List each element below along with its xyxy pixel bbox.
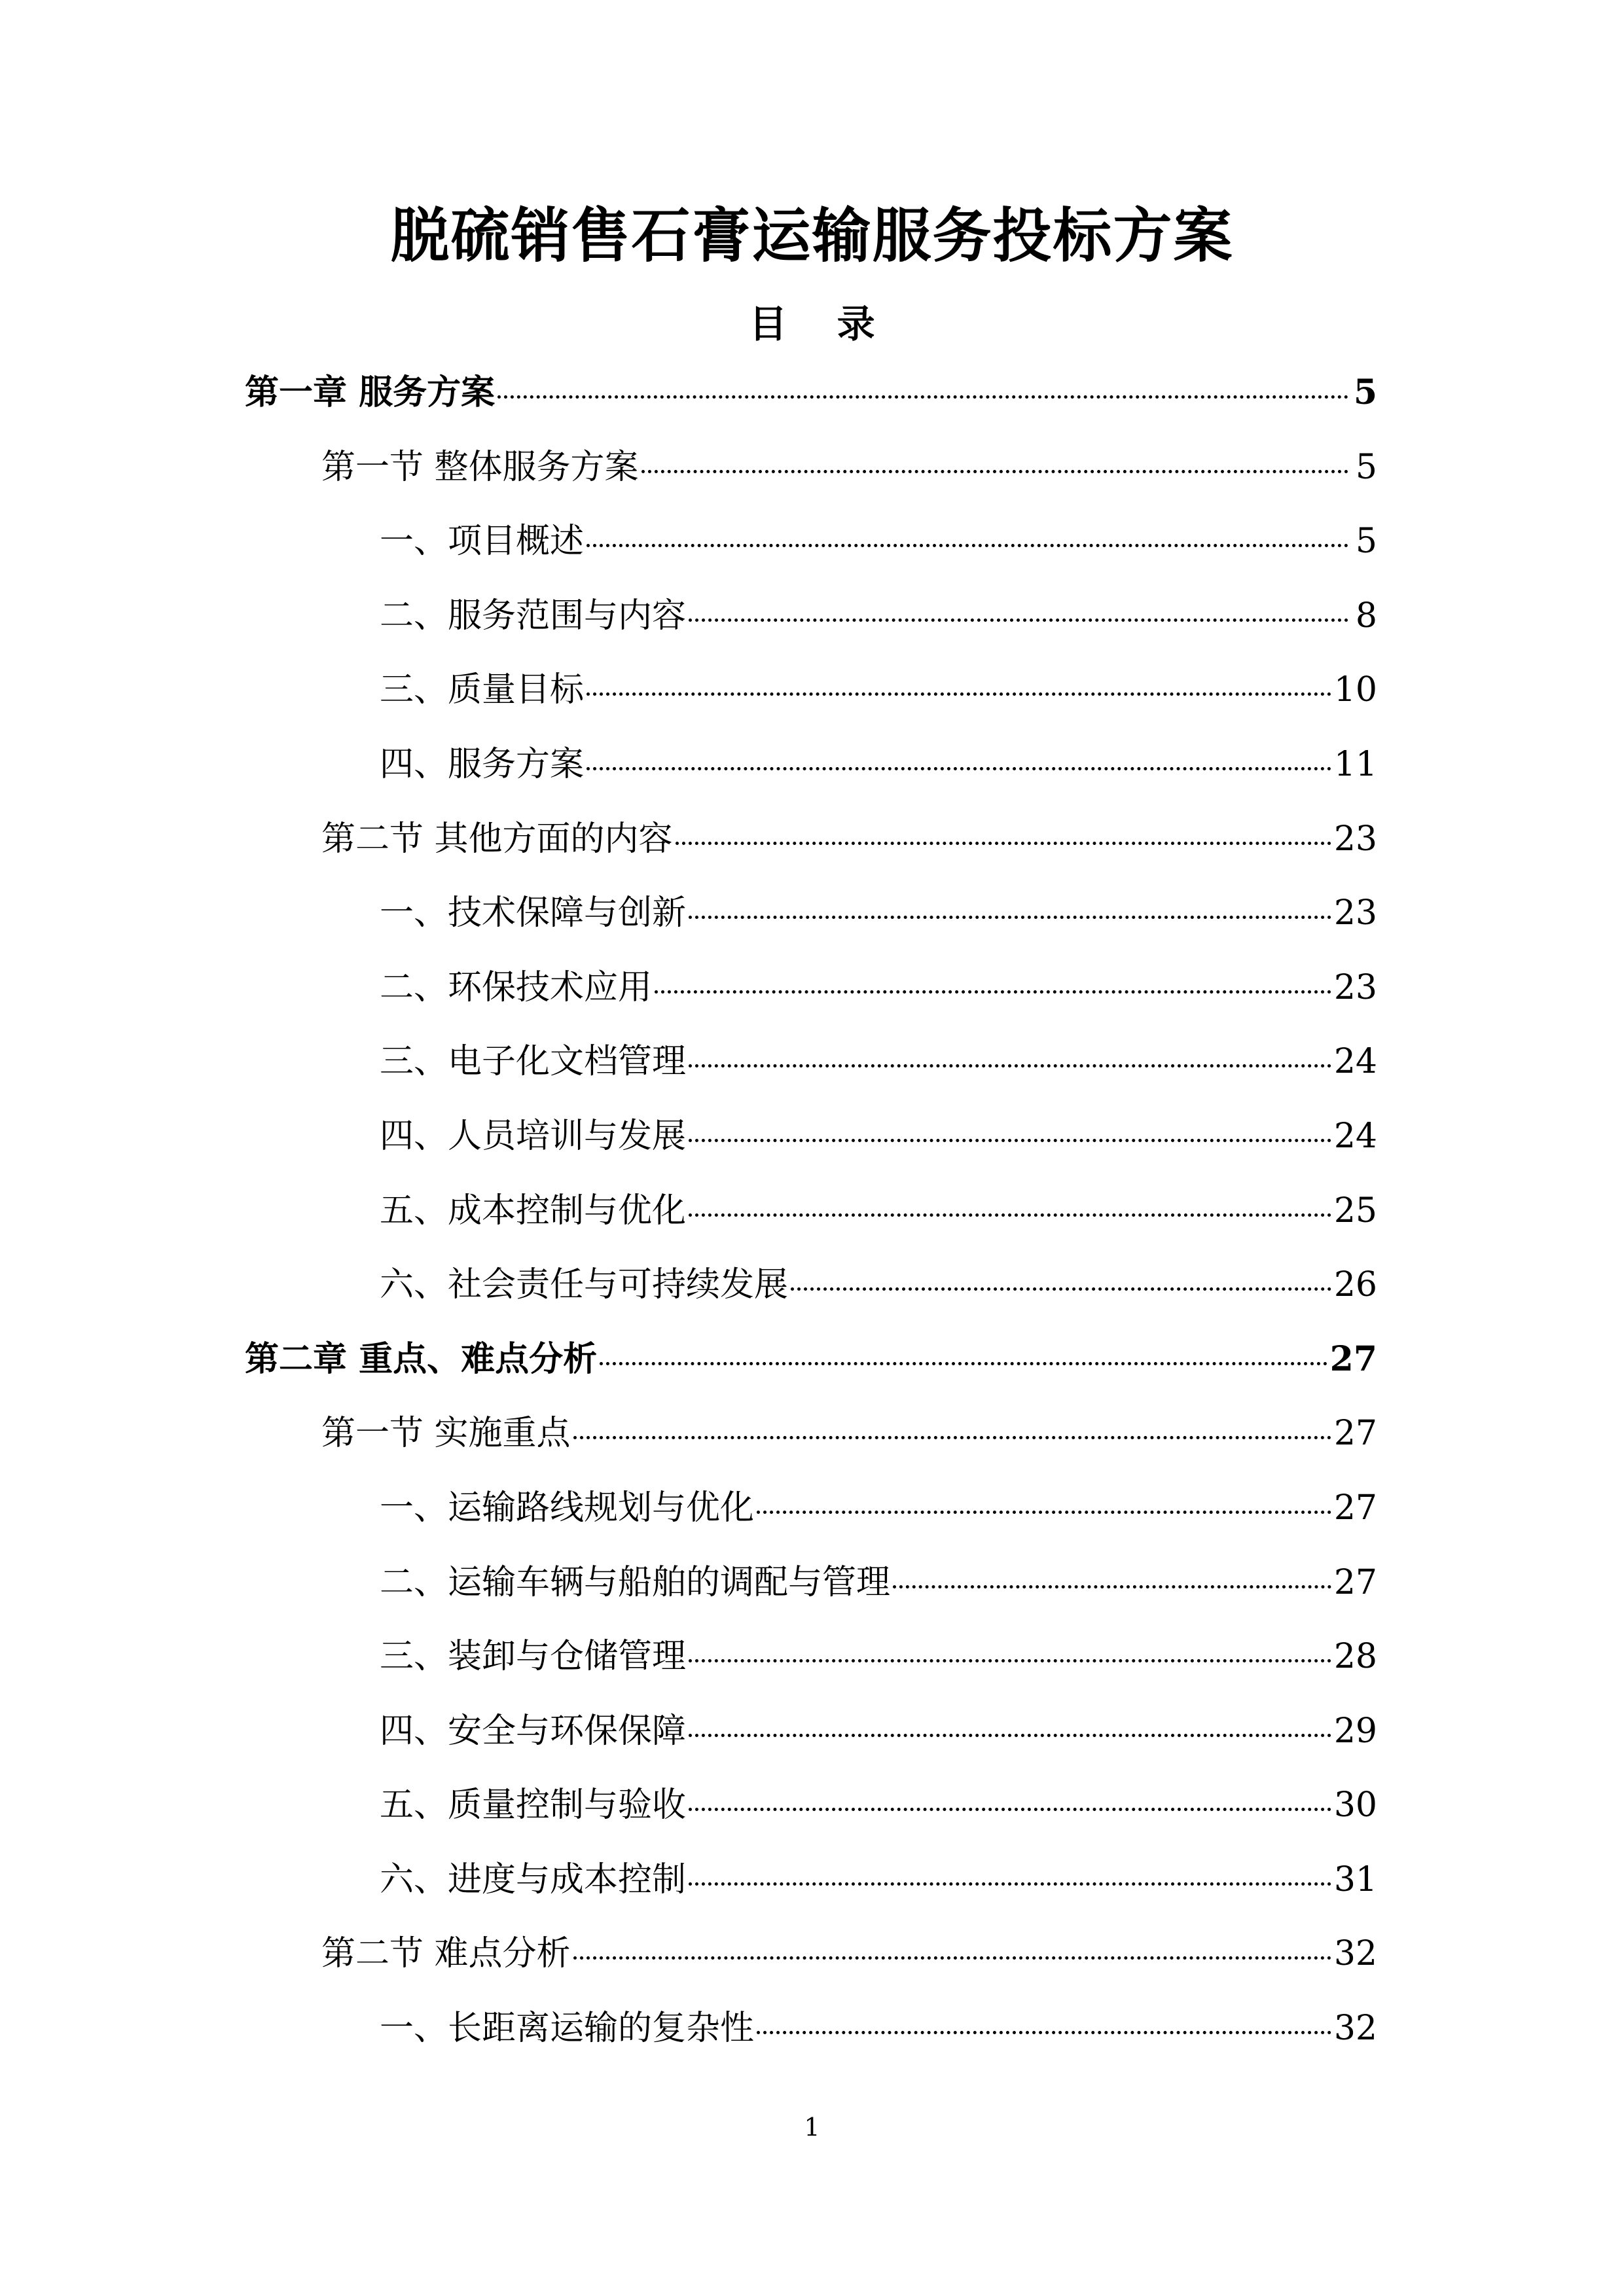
toc-entry-page: 5 (1353, 372, 1377, 412)
toc-entry-page: 27 (1333, 1414, 1377, 1454)
toc-entry-page: 31 (1333, 1859, 1377, 1899)
toc-entry-page: 24 (1333, 1042, 1377, 1082)
toc-entry-14[interactable] (245, 1333, 1377, 1408)
toc-entry-label: 三、电子化文档管理 (380, 1042, 687, 1082)
toc-dot-leader (497, 395, 1348, 399)
toc-entry-8[interactable] (245, 887, 1377, 961)
toc-entry-page: 27 (1333, 1488, 1377, 1528)
toc-entry-22[interactable] (245, 1928, 1377, 2002)
toc-entry-label: 六、社会责任与可持续发展 (380, 1265, 789, 1305)
toc-entry-page: 27 (1329, 1338, 1377, 1379)
toc-entry-16[interactable] (245, 1482, 1377, 1556)
toc-entry-10[interactable] (245, 1035, 1377, 1110)
toc-entry-page: 10 (1333, 670, 1377, 710)
toc-entry-label: 五、质量控制与验收 (380, 1785, 687, 1825)
toc-entry-page: 30 (1333, 1785, 1377, 1825)
toc-entry-page: 29 (1333, 1711, 1377, 1751)
toc-entry-6[interactable] (245, 738, 1377, 813)
toc-entry-page: 8 (1355, 596, 1377, 636)
toc-entry-1[interactable] (245, 367, 1377, 441)
toc-dot-leader (676, 842, 1331, 845)
toc-entry-label: 第一章 服务方案 (245, 372, 496, 412)
toc-entry-page: 28 (1333, 1637, 1377, 1677)
toc-entry-page: 32 (1333, 1934, 1377, 1974)
toc-entry-label: 二、环保技术应用 (380, 967, 653, 1007)
toc-dot-leader (757, 1511, 1331, 1514)
toc-entry-label: 三、质量目标 (380, 670, 585, 710)
toc-entry-17[interactable] (245, 1556, 1377, 1631)
toc-entry-13[interactable] (245, 1259, 1377, 1333)
toc-entry-page: 5 (1355, 447, 1377, 487)
toc-entry-4[interactable] (245, 590, 1377, 664)
toc-dot-leader (893, 1585, 1331, 1588)
toc-dot-leader (791, 1287, 1331, 1291)
toc-dot-leader (641, 470, 1348, 473)
toc-entry-label: 四、安全与环保保障 (380, 1711, 687, 1751)
toc-dot-leader (689, 1659, 1331, 1662)
toc-entry-label: 四、人员培训与发展 (380, 1116, 687, 1156)
toc-entry-page: 24 (1333, 1116, 1377, 1156)
toc-entry-20[interactable] (245, 1779, 1377, 1854)
toc-entry-23[interactable] (245, 2002, 1377, 2077)
toc-dot-leader (689, 1734, 1331, 1737)
toc-entry-page: 25 (1333, 1191, 1377, 1230)
toc-dot-leader (689, 1064, 1331, 1067)
toc-entry-label: 一、长距离运输的复杂性 (380, 2009, 755, 2049)
toc-entry-2[interactable] (245, 441, 1377, 516)
toc-dot-leader (689, 1213, 1331, 1217)
toc-entry-12[interactable] (245, 1185, 1377, 1259)
page-number: 1 (804, 2113, 820, 2142)
toc-entry-label: 一、运输路线规划与优化 (380, 1488, 755, 1528)
toc-entry-label: 三、装卸与仓储管理 (380, 1637, 687, 1677)
toc-entry-page: 26 (1333, 1265, 1377, 1305)
toc-dot-leader (757, 2031, 1331, 2034)
toc-dot-leader (689, 1882, 1331, 1886)
toc-dot-leader (689, 619, 1348, 622)
toc-entry-page: 23 (1333, 893, 1377, 933)
toc-entry-18[interactable] (245, 1630, 1377, 1705)
toc-entry-label: 第一节 整体服务方案 (321, 447, 639, 487)
toc-entry-label: 六、进度与成本控制 (380, 1859, 687, 1899)
toc-dot-leader (586, 692, 1331, 696)
toc-entry-label: 第二节 其他方面的内容 (321, 819, 673, 859)
toc-entry-5[interactable] (245, 664, 1377, 738)
toc-heading: 目 录 (749, 302, 893, 346)
toc-entry-label: 二、服务范围与内容 (380, 596, 687, 636)
toc-entry-page: 32 (1333, 2009, 1377, 2049)
toc-dot-leader (600, 1362, 1327, 1365)
toc-entry-21[interactable] (245, 1854, 1377, 1928)
toc-entry-7[interactable] (245, 813, 1377, 888)
toc-entry-19[interactable] (245, 1705, 1377, 1780)
toc-dot-leader (586, 544, 1348, 547)
toc-entry-label: 五、成本控制与优化 (380, 1191, 687, 1230)
toc-entry-11[interactable] (245, 1110, 1377, 1185)
toc-dot-leader (586, 767, 1331, 770)
toc-entry-label: 第二节 难点分析 (321, 1934, 571, 1974)
toc-dot-leader (573, 1436, 1331, 1439)
table-of-contents (245, 367, 1377, 2077)
toc-entry-page: 11 (1333, 744, 1377, 784)
toc-dot-leader (689, 1139, 1331, 1142)
toc-entry-label: 二、运输车辆与船舶的调配与管理 (380, 1562, 891, 1602)
toc-entry-3[interactable] (245, 515, 1377, 590)
document-title: 脱硫销售石膏运输服务投标方案 (390, 201, 1234, 270)
toc-dot-leader (689, 1808, 1331, 1811)
toc-dot-leader (655, 990, 1331, 994)
toc-dot-leader (689, 916, 1331, 919)
toc-entry-label: 一、技术保障与创新 (380, 893, 687, 933)
toc-entry-label: 第二章 重点、难点分析 (245, 1338, 598, 1379)
toc-entry-label: 四、服务方案 (380, 744, 585, 784)
toc-entry-9[interactable] (245, 961, 1377, 1036)
toc-dot-leader (573, 1956, 1331, 1960)
toc-entry-page: 5 (1355, 522, 1377, 562)
toc-entry-label: 第一节 实施重点 (321, 1414, 571, 1454)
toc-entry-15[interactable] (245, 1407, 1377, 1482)
toc-entry-page: 27 (1333, 1562, 1377, 1602)
toc-entry-label: 一、项目概述 (380, 522, 585, 562)
toc-entry-page: 23 (1333, 819, 1377, 859)
toc-entry-page: 23 (1333, 967, 1377, 1007)
